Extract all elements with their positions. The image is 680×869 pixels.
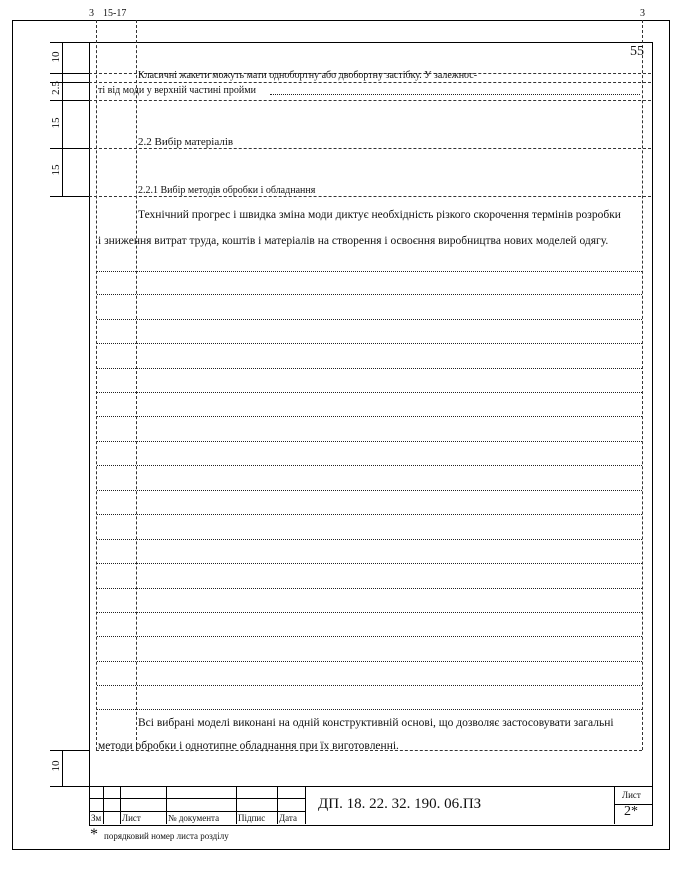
ruled-line: [97, 612, 642, 613]
side-dim-10: 10: [50, 51, 62, 63]
page-number: 55: [630, 44, 644, 59]
document-code: ДП. 18. 22. 32. 190. 06.ПЗ: [318, 796, 482, 812]
side-dim-10b: 10: [50, 760, 62, 772]
stamp-row-line: [89, 798, 305, 799]
top-dim-left: 3: [89, 8, 94, 19]
stamp-col-line: [277, 786, 278, 824]
ruled-line: [97, 319, 642, 320]
guide-indent: [136, 20, 137, 750]
ruled-line: [97, 636, 642, 637]
side-tick: [50, 786, 90, 787]
side-tick: [50, 196, 90, 197]
stamp-col-sheet: Лист: [122, 813, 141, 823]
sheet-value: 2*: [624, 804, 638, 819]
top-dim-range: 15-17: [103, 8, 127, 19]
stamp-col-sign: Підпис: [238, 813, 266, 823]
ruled-line: [97, 588, 642, 589]
paragraph2-line1: Технічний прогрес і швидка зміна моди диктує необхідність різкого скорочення термінів розробки: [138, 209, 621, 221]
footnote-star: *: [90, 826, 98, 843]
paragraph3-line2: методи обробки і однотипне обладнання при їх виготовленні.: [98, 740, 399, 752]
side-dim-15a: 15: [50, 117, 62, 129]
ruled-line: [97, 416, 642, 417]
paragraph2-line2: і зниження витрат труда, коштів і матеріалів на створення і освоєння виробництва нових моделей одягу.: [98, 235, 609, 247]
side-tick: [50, 73, 90, 74]
guide-left-margin: [96, 20, 97, 750]
ruled-line: [97, 563, 642, 564]
ruled-line: [97, 514, 642, 515]
ruled-line: [97, 685, 642, 686]
side-dim-line: [62, 750, 63, 786]
ruled-line: [97, 343, 642, 344]
ruled-line: [97, 465, 642, 466]
ruled-line: [97, 271, 642, 272]
side-dim-line: [62, 42, 63, 196]
sheet-label: Лист: [622, 790, 641, 800]
stamp-col-zm: Зм: [91, 813, 102, 823]
side-dim-2-5: 2.5: [50, 81, 62, 95]
stamp-col-line: [236, 786, 237, 824]
stamp-row-line: [89, 811, 305, 812]
ruled-line: [97, 661, 642, 662]
side-tick: [50, 100, 90, 101]
guide-right-margin: [642, 20, 643, 750]
paragraph1-line1: Класичні жакети можуть мати однобортну або двобортну застібку. У залежнос-: [138, 70, 478, 81]
ruled-line: [97, 539, 642, 540]
stamp-col-line: [166, 786, 167, 824]
side-tick: [50, 750, 90, 751]
guide-h-bottom: [96, 750, 642, 751]
stamp-col-line: [120, 786, 121, 824]
stamp-col-line: [305, 786, 306, 824]
ruled-line: [97, 294, 642, 295]
stamp-col-date: Дата: [279, 813, 297, 823]
paragraph1-line2: ті від моди у верхній частині пройми: [98, 85, 256, 96]
stamp-col-doc: № документа: [168, 813, 220, 823]
ruled-line: [97, 441, 642, 442]
dotted-line: [270, 94, 640, 95]
footnote-text: порядковий номер листа розділу: [104, 831, 229, 841]
heading-2-2-1: 2.2.1 Вибір методів обробки і обладнання: [138, 185, 316, 196]
guide-h: [89, 100, 651, 101]
side-dim-15b: 15: [50, 164, 62, 176]
paragraph3-line1: Всі вибрані моделі виконані на одній конструктивній основі, що дозволяє застосовувати загальні: [138, 717, 614, 729]
top-dim-right: 3: [640, 8, 645, 19]
ruled-line: [97, 368, 642, 369]
side-tick: [50, 42, 90, 43]
ruled-line: [97, 490, 642, 491]
ruled-line: [97, 709, 642, 710]
stamp-col-line: [614, 786, 615, 824]
ruled-line: [97, 392, 642, 393]
heading-2-2: 2.2 Вибір матеріалів: [138, 136, 234, 148]
side-tick: [50, 148, 90, 149]
stamp-col-line: [103, 786, 104, 824]
stamp-top-line: [89, 786, 652, 787]
